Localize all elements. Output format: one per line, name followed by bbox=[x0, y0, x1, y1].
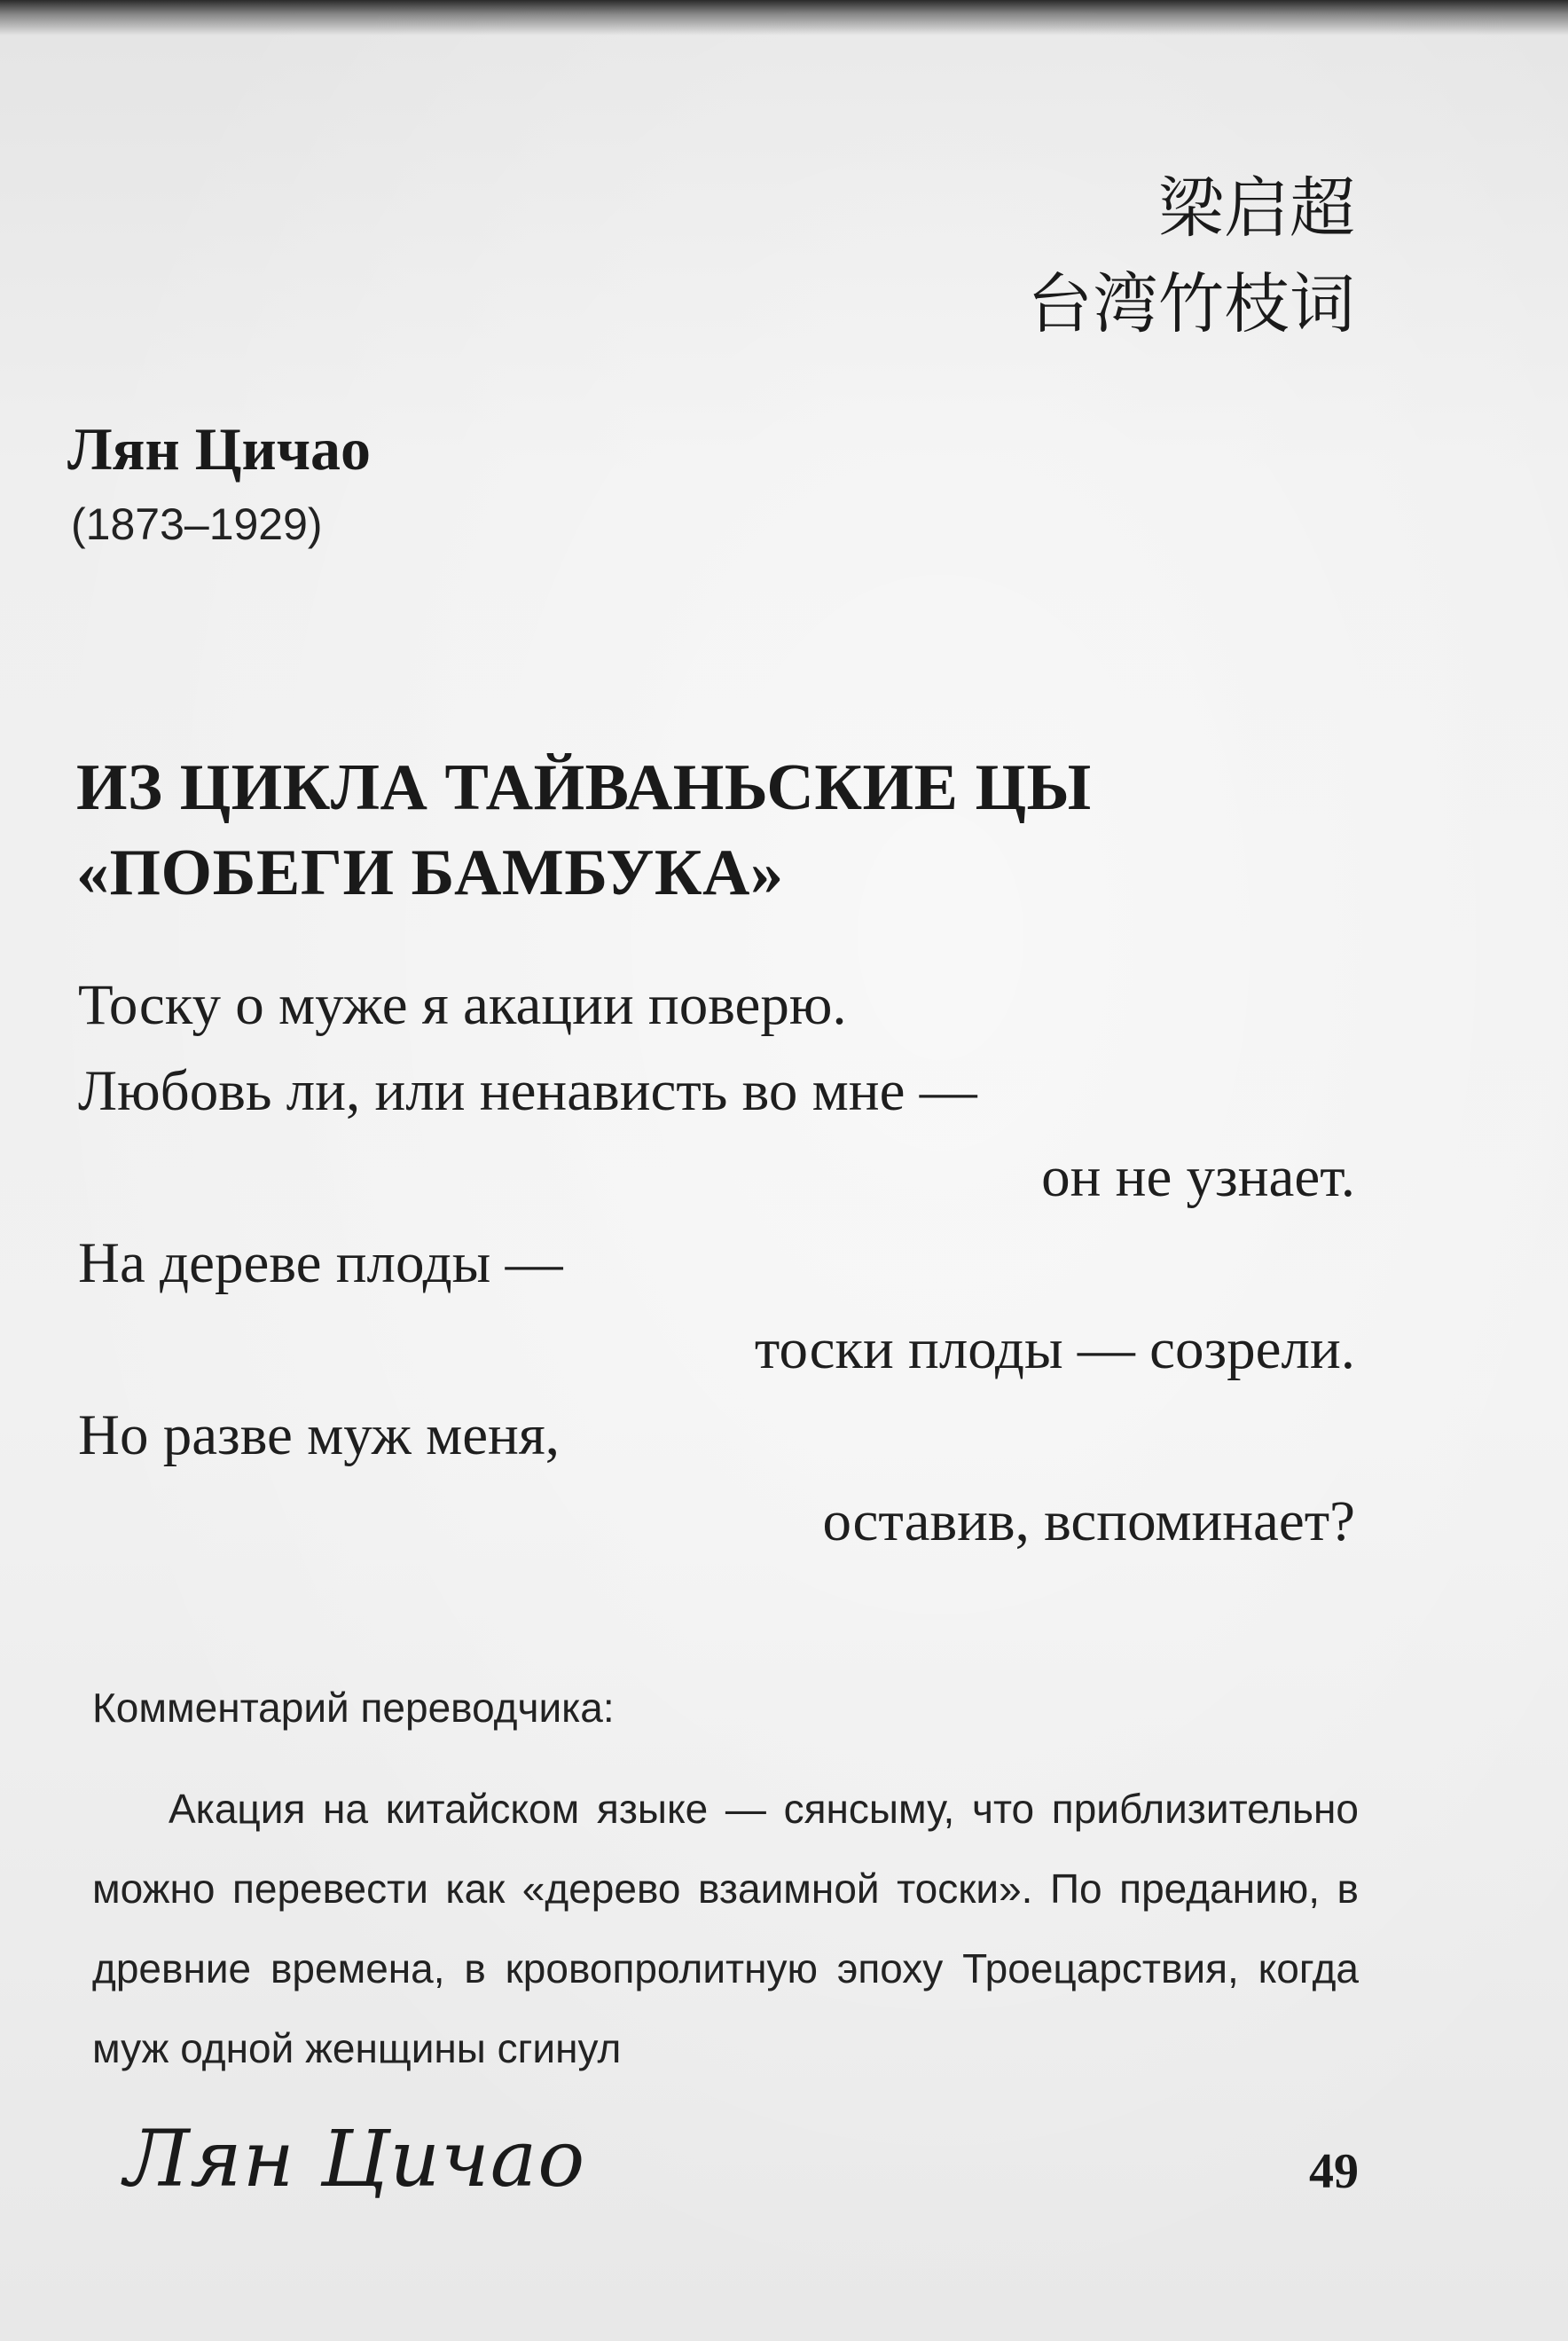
poem-title-line: «ПОБЕГИ БАМБУКА» bbox=[76, 837, 784, 909]
author-name: Лян Цичао bbox=[67, 415, 372, 483]
commentary-text: Акация на китайском языке — сянсыму, что приблизительно можно перевести как «дерево взаимной тоски». По преданию, в древние времена, в кровопролитную эпоху Троецарствия, когда муж одной женщины сгинул bbox=[92, 1786, 1359, 2071]
chinese-poem-title: 台湾竹枝词 bbox=[1027, 266, 1355, 342]
chinese-author-name: 梁启超 bbox=[1158, 170, 1355, 247]
page-number: 49 bbox=[1309, 2144, 1359, 2199]
page-edge-shadow bbox=[0, 0, 1568, 35]
poem-line: он не узнает. bbox=[1041, 1145, 1355, 1209]
poem-title-line: ИЗ ЦИКЛА ТАЙВАНЬСКИЕ ЦЫ bbox=[76, 751, 1092, 824]
poem-line: оставив, вспоминает? bbox=[822, 1489, 1355, 1553]
author-dates: (1873–1929) bbox=[71, 499, 323, 549]
poem-line: Но разве муж меня, bbox=[78, 1403, 560, 1467]
poem-body bbox=[78, 962, 1355, 1565]
commentary-heading: Комментарий переводчика: bbox=[92, 1685, 615, 1731]
poem-line: тоски плоды — созрели. bbox=[754, 1317, 1355, 1381]
running-title-signature: Лян Цичао bbox=[124, 2113, 586, 2204]
poem-line: На дереве плоды — bbox=[78, 1231, 563, 1295]
commentary-text-block bbox=[92, 1769, 1359, 2088]
poem-line: Любовь ли, или ненависть во мне — bbox=[78, 1059, 977, 1123]
poem-line: Тоску о муже я акации поверю. bbox=[78, 973, 847, 1037]
poem-title bbox=[76, 745, 1092, 915]
